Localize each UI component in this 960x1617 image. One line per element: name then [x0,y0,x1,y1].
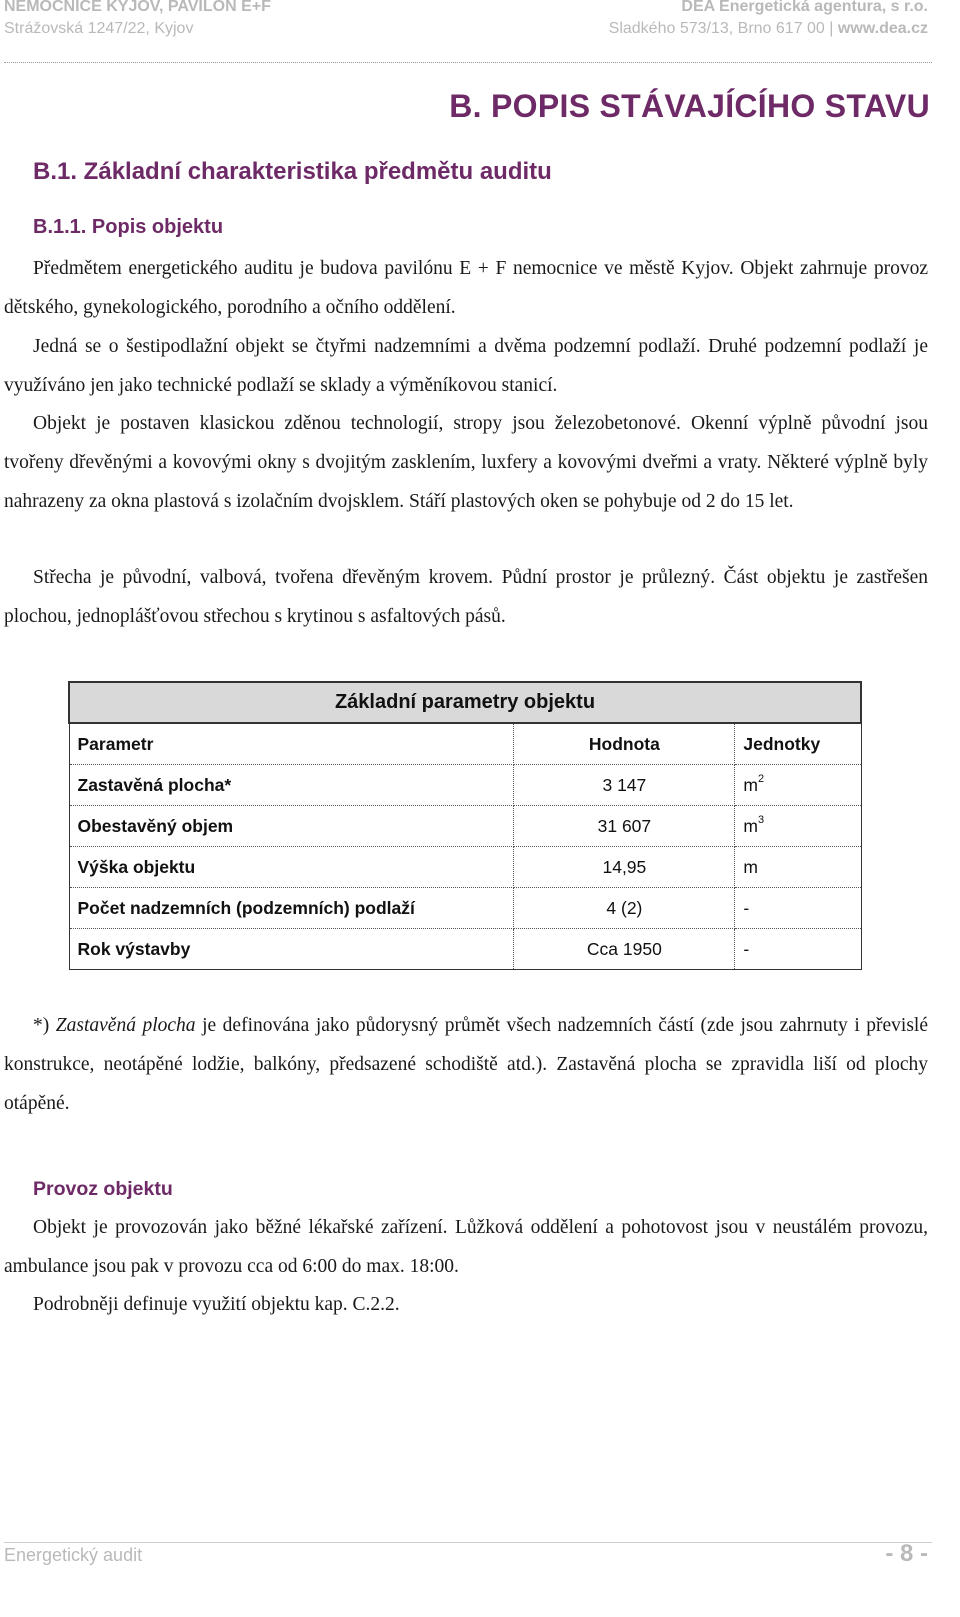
table-row [69,847,861,888]
table-row [69,929,861,970]
paragraph-construction: Objekt je postaven klasickou zděnou technologií, stropy jsou železobetonové. Okenní výplně původní jsou tvořeny dřevěnými a kovovými okny s dvojitým zasklením, luxfery a kovovými dveřmi a vraty. Některé výplně byly nahrazeny za okna plastová s izolačním dvojsklem. Stáří plastových oken se pohybuje od 2 do 15 let. [4,413,928,512]
subsection-title: B.1. Základní charakteristika předmětu auditu [33,158,552,185]
param-name: Zastavěná plocha* [69,765,514,806]
paragraph-reference: Podrobněji definuje využití objektu kap. C.2.2. [33,1294,400,1315]
table-row [69,765,861,806]
subsubsection-title: B.1.1. Popis objektu [33,216,224,238]
footnote: *) Zastavěná plocha je definována jako půdorysný průmět všech nadzemních částí (zde jsou zahrnuty i převislé konstrukce, neotápěné lodžie, balkóny, předsazené schodiště atd.). Zastavěná plocha se zpravidla liší od plochy otápěné. [4,1015,929,1114]
paragraph-floors: Jedná se o šestipodlažní objekt se čtyřmi nadzemními a dvěma podzemní podlaží. Druhé podzemní podlaží je využíváno jen jako technické podlaží se sklady a výměníkovou stanicí. [4,336,928,396]
footer-document-name: Energetický audit [4,1545,143,1565]
param-name: Rok výstavby [69,929,514,970]
header-company-address: Sladkého 573/13, Brno 617 00 [608,20,825,37]
parameters-table [68,681,862,970]
column-header-value: Hodnota [514,723,735,765]
paragraph-roof: Střecha je původní, valbová, tvořena dřevěným krovem. Půdní prostor je průlezný. Část objektu je zastřešen plochou, jednoplášťovou střechou s krytinou s asfaltových pásů. [4,567,928,627]
table-title-row [69,682,861,723]
param-name: Výška objektu [69,847,514,888]
param-value: 14,95 [514,847,735,888]
footnote-term: Zastavěná plocha [55,1015,196,1036]
param-unit: $m^3$ [735,806,861,847]
header-separator: | [829,20,834,37]
header-divider [4,62,932,63]
param-unit: $m^2$ [735,765,861,806]
param-value: 4 (2) [514,888,735,929]
param-value: 31 607 [514,806,735,847]
table-title: Základní parametry objektu [69,682,861,723]
param-value: 3 147 [514,765,735,806]
param-name: Počet nadzemních (podzemních) podlaží [69,888,514,929]
table-row [69,806,861,847]
param-unit: - [735,929,861,970]
header-website-link[interactable]: www.dea.cz [837,20,928,37]
column-header-parameter: Parametr [69,723,514,765]
param-unit: m [735,847,861,888]
operation-heading: Provoz objektu [33,1178,173,1200]
param-value: Cca 1950 [514,929,735,970]
column-header-unit: Jednotky [735,723,861,765]
paragraph-intro: Předmětem energetického auditu je budova pavilónu E + F nemocnice ve městě Kyjov. Objekt zahrnuje provoz dětského, gynekologického, porodního a očního oddělení. [4,258,928,318]
param-unit: - [735,888,861,929]
table-row [69,888,861,929]
header-facility-name: NEMOCNICE KYJOV, PAVILON E+F [4,0,271,15]
paragraph-operation: Objekt je provozován jako běžné lékařské zařízení. Lůžková oddělení a pohotovost jsou v neustálém provozu, ambulance jsou pak v provozu cca od 6:00 do max. 18:00. [4,1217,928,1277]
footer-page-number: - 8 - [885,1540,928,1567]
footer-divider [4,1542,932,1543]
header-company-contact [609,20,928,38]
header-company-name: DEA Energetická agentura, s r.o. [681,0,928,15]
table-header-row [69,723,861,765]
param-name: Obestavěný objem [69,806,514,847]
section-title: B. POPIS STÁVAJÍCÍHO STAVU [449,88,930,124]
header-facility-address: Strážovská 1247/22, Kyjov [4,20,194,37]
